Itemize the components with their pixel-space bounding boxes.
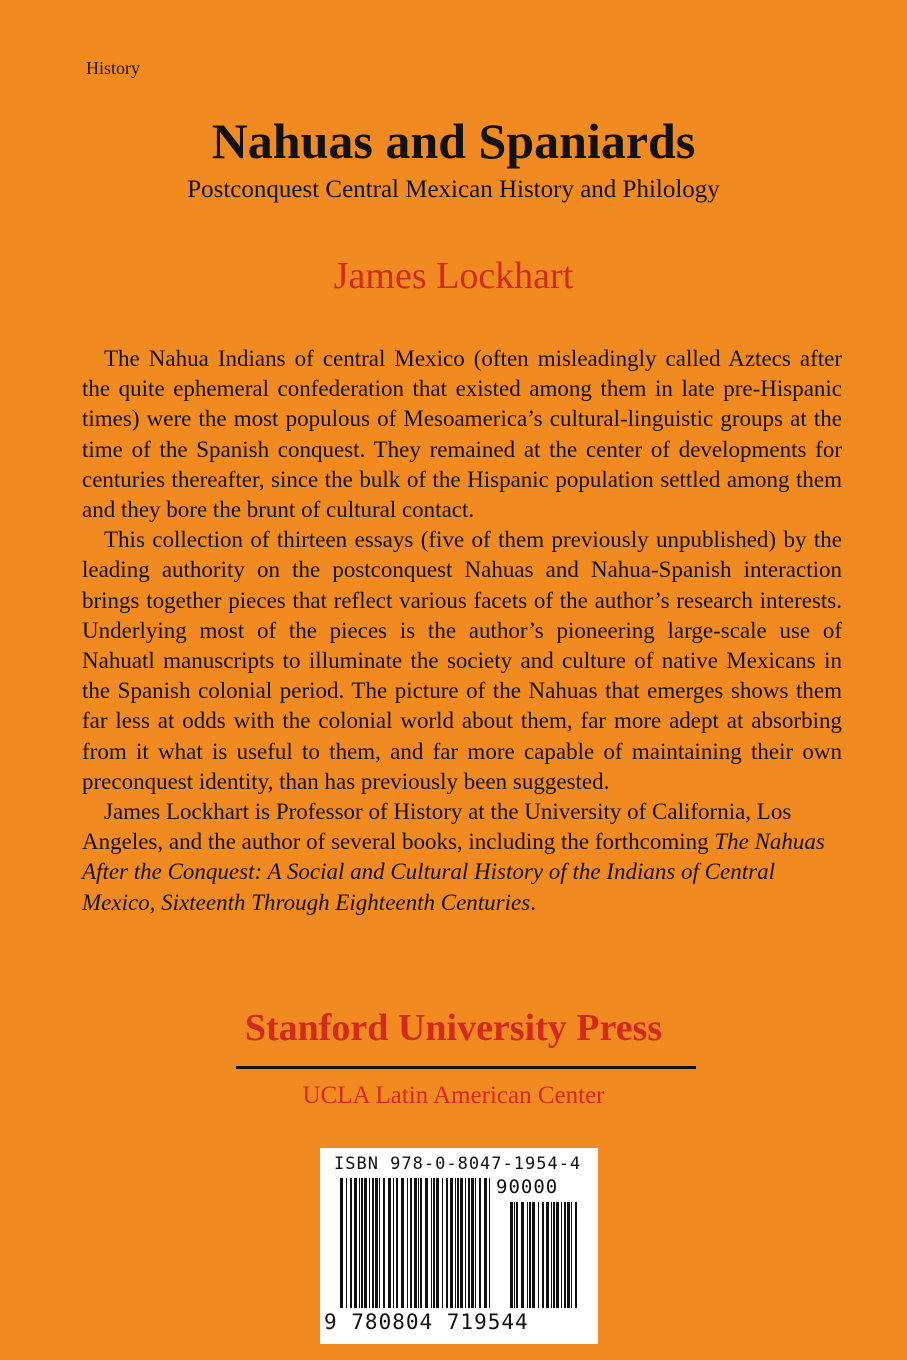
- copublisher-name: UCLA Latin American Center: [302, 1082, 605, 1109]
- author-bio-paragraph: [82, 797, 842, 918]
- barcode-bar: [436, 1178, 439, 1308]
- barcode-bar: [567, 1202, 570, 1308]
- author-name: James Lockhart: [333, 255, 574, 297]
- barcode-bar: [450, 1178, 453, 1308]
- barcode-bar: [364, 1178, 367, 1308]
- barcode-bar: [372, 1178, 374, 1308]
- barcode-bar: [407, 1178, 408, 1308]
- barcode-bar: [420, 1178, 422, 1308]
- barcode-bar: [396, 1178, 398, 1308]
- barcode-bar: [521, 1202, 524, 1308]
- author-bio-text: James Lockhart is Professor of History at the University of California, Los Angeles, and the author of several books, including the forthcoming: [82, 799, 792, 855]
- barcode-bar: [418, 1178, 419, 1308]
- barcode-bar: [388, 1178, 391, 1308]
- barcode-bar: [489, 1178, 490, 1308]
- ean-digits: 9 780804 719544: [324, 1310, 529, 1334]
- barcode-bar: [575, 1202, 577, 1308]
- category-label: History: [86, 58, 140, 78]
- barcode-bar: [484, 1178, 487, 1308]
- forthcoming-book-title: The Nahuas After the Conquest: A Social and Cultural History of the Indians of Central Mexico, Sixteenth Through Eighteenth Centuries: [82, 829, 825, 915]
- barcode-bar: [410, 1178, 412, 1308]
- barcode-bar: [561, 1202, 562, 1308]
- barcode-bar: [433, 1178, 435, 1308]
- barcode-bar: [442, 1178, 443, 1308]
- author-bio-end: .: [530, 889, 536, 915]
- barcode-bar: [475, 1178, 476, 1308]
- barcode-bar: [471, 1178, 474, 1308]
- barcode-bar: [346, 1178, 347, 1308]
- barcode-bar: [446, 1178, 448, 1308]
- blurb: [82, 344, 842, 918]
- barcode-bar: [510, 1202, 513, 1308]
- barcode-bar: [369, 1178, 370, 1308]
- barcode-bar: [532, 1202, 535, 1308]
- barcode-bar: [401, 1178, 404, 1308]
- book-subtitle: Postconquest Central Mexican History and Philology: [187, 176, 720, 203]
- barcode-bar: [538, 1202, 539, 1308]
- price-code: 90000: [496, 1176, 559, 1198]
- barcode-bar: [551, 1202, 552, 1308]
- barcode-bar: [455, 1178, 456, 1308]
- barcode-bar: [340, 1178, 343, 1308]
- publisher-name: Stanford University Press: [244, 1007, 663, 1049]
- book-title: Nahuas and Spaniards: [211, 113, 696, 169]
- barcode-bar: [361, 1178, 363, 1308]
- barcode-bar: [553, 1202, 555, 1308]
- barcode-bar: [542, 1202, 544, 1308]
- barcode-bar: [514, 1202, 515, 1308]
- barcode-bar: [457, 1178, 459, 1308]
- barcode-bar: [354, 1178, 357, 1308]
- barcode-bar: [571, 1202, 572, 1308]
- barcode-bar: [350, 1178, 352, 1308]
- barcode-bar: [556, 1202, 559, 1308]
- barcode-bar: [468, 1178, 470, 1308]
- barcode-bar: [414, 1178, 417, 1308]
- isbn-label: ISBN 978-0-8047-1954-4: [334, 1154, 582, 1174]
- barcode-bar: [516, 1202, 518, 1308]
- barcode-bar: [359, 1178, 360, 1308]
- barcode-bar: [425, 1178, 428, 1308]
- barcode-bar: [465, 1178, 466, 1308]
- barcode-bar: [393, 1178, 394, 1308]
- blurb-paragraph-2: This collection of thirteen essays (five of them previously unpublished) by the leading authority on the postconquest Nahuas and Nahua-Spanish interaction brings together pieces that reflect various facets of the author’s research interests. Underlying most of the pieces is the author’s pioneering large-scale use of Nahuatl manuscripts to illuminate the society and culture of native Mexicans in the Spanish colonial period. The picture of the Nahuas that emerges shows them far less at odds with the colonial world about them, far more adept at absorbing from it what is useful to them, and far more capable of maintaining their own preconquest identity, than has previously been suggested.: [82, 527, 842, 794]
- publisher-divider: [236, 1066, 696, 1069]
- barcode-bar: [546, 1202, 549, 1308]
- blurb-paragraph-1: The Nahua Indians of central Mexico (often misleadingly called Aztecs after the quite ephemeral confederation that existed among them in late pre-Hispanic times) were the most populous of Mesoamerica’s cultural-linguistic groups at the time of the Spanish conquest. They remained at the center of developments for centuries thereafter, since the bulk of the Hispanic population settled among them and they bore the brunt of cultural contact.: [82, 346, 842, 523]
- barcode-bar: [527, 1202, 528, 1308]
- barcode-box: [320, 1148, 598, 1344]
- barcode-bar: [564, 1202, 566, 1308]
- barcode-bar: [379, 1178, 380, 1308]
- barcode-bar: [375, 1178, 378, 1308]
- barcode-bar: [529, 1202, 531, 1308]
- barcode-bar: [383, 1178, 385, 1308]
- barcode-bar: [460, 1178, 463, 1308]
- barcode-bar: [479, 1178, 481, 1308]
- barcode-bar: [431, 1178, 432, 1308]
